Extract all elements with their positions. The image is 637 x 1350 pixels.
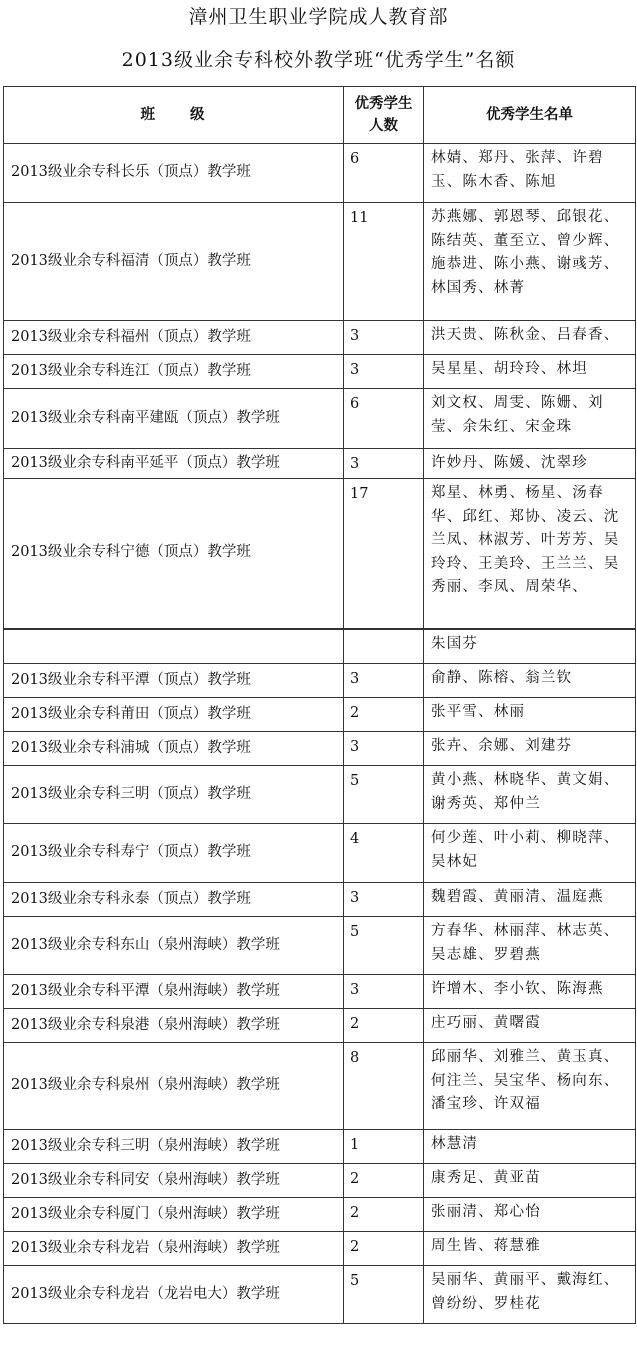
class-name-cell: 2013级业余专科浦城（顶点）教学班: [4, 732, 344, 766]
table-row: [4, 1266, 636, 1324]
student-count-cell: 5: [344, 766, 424, 824]
student-names-cell: 方春华、林丽萍、林志英、吴志雄、罗碧燕: [424, 917, 636, 975]
class-name-cell: 2013级业余专科南平延平（顶点）教学班: [4, 449, 344, 479]
class-name-cell: 2013级业余专科泉港（泉州海峡）教学班: [4, 1009, 344, 1043]
table-row: [4, 732, 636, 766]
student-names-cell: 郑星、林勇、杨星、汤春华、邱红、郑协、凌云、沈兰凤、林淑芳、叶芳芳、吴玲玲、王美玲、王兰兰、吴秀丽、李凤、周荣华、: [424, 479, 636, 629]
student-count-cell: 11: [344, 203, 424, 321]
student-names-cell: 张卉、余娜、刘建芬: [424, 732, 636, 766]
student-count-cell: [344, 629, 424, 664]
student-names-cell: 张平雪、林丽: [424, 698, 636, 732]
student-names-cell: 林婧、郑丹、张萍、许碧玉、陈木香、陈旭: [424, 144, 636, 203]
student-names-cell: 俞静、陈榕、翁兰钦: [424, 664, 636, 698]
table-row: [4, 629, 636, 664]
table-row: [4, 698, 636, 732]
column-header-names: 优秀学生名单: [424, 87, 636, 144]
student-count-cell: 1: [344, 1130, 424, 1164]
class-name-cell: 2013级业余专科厦门（泉州海峡）教学班: [4, 1198, 344, 1232]
student-names-cell: 何少莲、叶小莉、柳晓萍、吴林妃: [424, 824, 636, 883]
student-count-cell: 5: [344, 1266, 424, 1324]
student-names-cell: 许增木、李小钦、陈海燕: [424, 975, 636, 1009]
table-row: [4, 1009, 636, 1043]
student-names-cell: 康秀足、黄亚苗: [424, 1164, 636, 1198]
class-name-cell: 2013级业余专科平潭（顶点）教学班: [4, 664, 344, 698]
student-names-cell: 朱国芬: [424, 629, 636, 664]
class-name-cell: 2013级业余专科寿宁（顶点）教学班: [4, 824, 344, 883]
student-count-cell: 2: [344, 1232, 424, 1266]
table-row: [4, 664, 636, 698]
class-name-cell: 2013级业余专科长乐（顶点）教学班: [4, 144, 344, 203]
table-row: [4, 449, 636, 479]
student-names-cell: 吴丽华、黄丽平、戴海红、曾纷纷、罗桂花: [424, 1266, 636, 1324]
class-name-cell: 2013级业余专科龙岩（泉州海峡）教学班: [4, 1232, 344, 1266]
student-count-cell: 6: [344, 389, 424, 449]
student-names-cell: 吴星星、胡玲玲、林坦: [424, 355, 636, 389]
class-name-cell: 2013级业余专科宁德（顶点）教学班: [4, 479, 344, 629]
student-names-cell: 许妙丹、陈媛、沈翠珍: [424, 449, 636, 479]
class-name-cell: 2013级业余专科南平建瓯（顶点）教学班: [4, 389, 344, 449]
table-row: [4, 1130, 636, 1164]
student-names-cell: 周生皆、蒋慧雅: [424, 1232, 636, 1266]
document-title: 漳州卫生职业学院成人教育部: [188, 6, 449, 28]
student-count-cell: 4: [344, 824, 424, 883]
student-count-cell: 3: [344, 355, 424, 389]
class-name-cell: 2013级业余专科龙岩（龙岩电大）教学班: [4, 1266, 344, 1324]
student-count-cell: 3: [344, 664, 424, 698]
student-names-cell: 庄巧丽、黄曙霞: [424, 1009, 636, 1043]
table-row: [4, 824, 636, 883]
student-count-cell: 2: [344, 1009, 424, 1043]
table-row: [4, 203, 636, 321]
excellent-students-table: [3, 86, 636, 1324]
student-names-cell: 黄小燕、林晓华、黄文娟、谢秀英、郑仲兰: [424, 766, 636, 824]
class-name-cell: 2013级业余专科泉州（泉州海峡）教学班: [4, 1043, 344, 1130]
class-name-cell: 2013级业余专科永泰（顶点）教学班: [4, 883, 344, 917]
student-count-cell: 3: [344, 449, 424, 479]
student-count-cell: 8: [344, 1043, 424, 1130]
student-count-cell: 2: [344, 1198, 424, 1232]
student-names-cell: 魏碧霞、黄丽清、温庭燕: [424, 883, 636, 917]
student-names-cell: 洪天贵、陈秋金、吕春香、: [424, 321, 636, 355]
table-header-row: [4, 87, 636, 144]
table-row: [4, 321, 636, 355]
table-row: [4, 975, 636, 1009]
class-name-cell: 2013级业余专科东山（泉州海峡）教学班: [4, 917, 344, 975]
table-row: [4, 917, 636, 975]
table-row: [4, 766, 636, 824]
table-row: [4, 1198, 636, 1232]
column-header-count: 优秀学生人数: [344, 87, 424, 144]
student-names-cell: 张丽清、郑心怡: [424, 1198, 636, 1232]
table-row: [4, 355, 636, 389]
student-count-cell: 2: [344, 698, 424, 732]
table-row: [4, 479, 636, 629]
class-name-cell: 2013级业余专科连江（顶点）教学班: [4, 355, 344, 389]
student-count-cell: 17: [344, 479, 424, 629]
table-row: [4, 389, 636, 449]
student-count-cell: 3: [344, 732, 424, 766]
table-row: [4, 883, 636, 917]
table-row: [4, 1043, 636, 1130]
class-name-cell: 2013级业余专科平潭（泉州海峡）教学班: [4, 975, 344, 1009]
student-count-cell: 2: [344, 1164, 424, 1198]
table-row: [4, 144, 636, 203]
class-name-cell: 2013级业余专科福清（顶点）教学班: [4, 203, 344, 321]
table-row: [4, 1232, 636, 1266]
class-name-cell: [4, 629, 344, 664]
table-row: [4, 1164, 636, 1198]
column-header-class: 班 级: [4, 87, 344, 144]
class-name-cell: 2013级业余专科福州（顶点）教学班: [4, 321, 344, 355]
student-names-cell: 邱丽华、刘雅兰、黄玉真、何注兰、吴宝华、杨向东、潘宝珍、许双福: [424, 1043, 636, 1130]
document-subtitle: 2013级业余专科校外教学班“优秀学生”名额: [121, 49, 516, 71]
student-count-cell: 5: [344, 917, 424, 975]
student-count-cell: 3: [344, 321, 424, 355]
class-name-cell: 2013级业余专科三明（顶点）教学班: [4, 766, 344, 824]
student-count-cell: 3: [344, 975, 424, 1009]
class-name-cell: 2013级业余专科莆田（顶点）教学班: [4, 698, 344, 732]
class-name-cell: 2013级业余专科同安（泉州海峡）教学班: [4, 1164, 344, 1198]
student-names-cell: 林慧清: [424, 1130, 636, 1164]
student-names-cell: 刘文权、周雯、陈姗、刘莹、余朱红、宋金珠: [424, 389, 636, 449]
student-count-cell: 6: [344, 144, 424, 203]
student-count-cell: 3: [344, 883, 424, 917]
student-names-cell: 苏燕娜、郭恩琴、邱银花、陈结英、董至立、曾少辉、施恭进、陈小燕、谢彧芳、林国秀、林菁: [424, 203, 636, 321]
table-body: [4, 144, 636, 1324]
class-name-cell: 2013级业余专科三明（泉州海峡）教学班: [4, 1130, 344, 1164]
